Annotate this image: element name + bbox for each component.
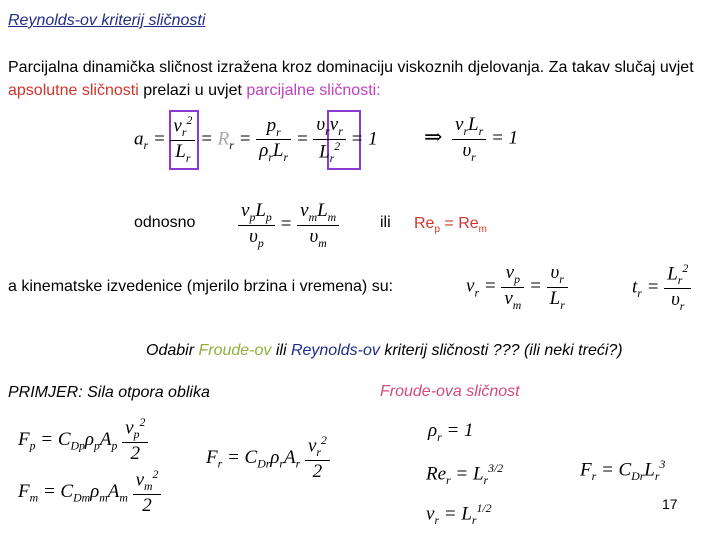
page-title: Reynolds-ov kriterij sličnosti — [8, 12, 206, 29]
equation-velocity-scale: $v_r$ = $\frac{v_p}{v_m}$ = $\frac{\upsilon_r}{L_r}$ — [466, 262, 568, 313]
froude-ov-text: Froude-ov — [198, 342, 272, 359]
equation-force-ratio: $F_r = C_{Dr}\rho_rA_r$ $\frac{v_r^2}{2}$ — [206, 434, 330, 483]
equation-density-ratio: $\rho_r = 1$ — [428, 420, 474, 444]
equation-force-model: $F_m = C_{Dm}\rho_mA_m$ $\frac{v_m^2}{2}$ — [18, 468, 161, 517]
question-post: kriterij sličnosti ??? (ili neki treći?) — [379, 342, 623, 359]
absolute-similarity: apsolutne sličnosti — [8, 82, 139, 99]
criterion-question — [146, 342, 623, 360]
intro-text-1: Parcijalna dinamička sličnost izražena kroz dominaciju viskoznih djelovanja. Za takav slučaj uvjet — [8, 59, 694, 76]
question-ili: ili — [271, 342, 291, 359]
question-pre: Odabir — [146, 342, 199, 359]
primjer-label: PRIMJER: Sila otpora oblika — [8, 384, 210, 401]
odnosno-label: odnosno — [134, 214, 196, 231]
equation-velocity-froude: $v_r = L_r^{1/2}$ — [426, 502, 492, 528]
reynolds-ov-text: Reynolds-ov — [290, 342, 380, 359]
page-number: 17 — [662, 496, 678, 512]
equation-main: $a_r$ = $\frac{v_r^2}{L_r}$ = $R_r$ = $\frac{p_r}{\rho_rL_r}$ = $\frac{\upsilon_rv_r}{L_r^2}$ = 1 — [134, 114, 378, 165]
implies-arrow: ⇒ — [424, 124, 443, 149]
equation-force-prototype: $F_p = C_{Dp}\rho_pA_p$ $\frac{v_p^2}{2}$ — [18, 416, 148, 465]
re-equation: $Re_p = Re_m$ — [414, 215, 487, 236]
equation-re-equality: $\frac{v_pL_p}{\upsilon_p}$ = $\frac{v_mL_m}{\upsilon_m}$ — [238, 200, 339, 251]
kinematic-text: a kinematske izvedenice (mjerilo brzina i vremena) su: — [8, 278, 394, 295]
partial-similarity: parcijalne sličnosti: — [246, 82, 381, 99]
intro-paragraph — [8, 56, 718, 102]
froude-similarity-label: Froude-ova sličnost — [380, 383, 520, 400]
equation-time-scale: $t_r$ = $\frac{L_r^2}{\upsilon_r}$ — [632, 262, 691, 314]
equation-force-froude: $F_r = C_{Dr}L_r^3$ — [580, 458, 666, 484]
ili-label: ili — [380, 214, 391, 231]
equation-reynolds-froude: $Re_r = L_r^{3/2}$ — [426, 462, 504, 488]
intro-text-2: prelazi u uvjet — [138, 82, 247, 99]
equation-reynolds-ratio: $\frac{v_rL_r}{\upsilon_r}$ = 1 — [452, 114, 518, 165]
